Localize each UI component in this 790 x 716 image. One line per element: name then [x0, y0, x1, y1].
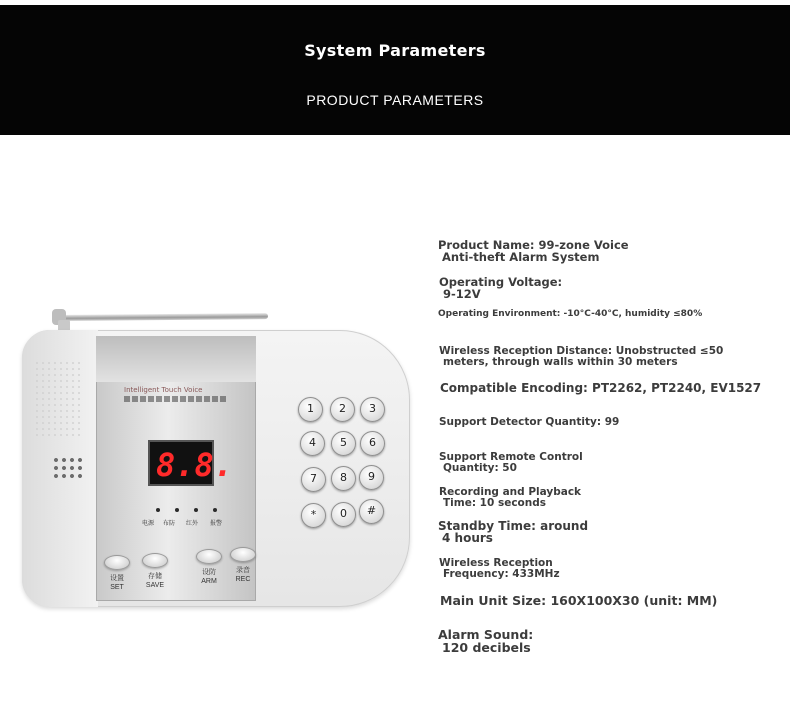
brand-print-text: Intelligent Touch Voice	[124, 386, 203, 394]
spec-encoding: Compatible Encoding: PT2262, PT2240, EV1527	[440, 381, 762, 395]
spec-product-name-line2: Anti-theft Alarm System	[442, 249, 600, 264]
spec-recording	[439, 487, 581, 508]
spec-product-name-line1: Product Name: 99-zone Voice	[438, 238, 629, 252]
brand-print	[124, 386, 234, 404]
panel-top	[96, 336, 256, 382]
power-led	[156, 508, 160, 512]
spec-environment: Operating Environment: -10°C-40°C, humidity ≤80%	[438, 309, 703, 319]
key-2: 2	[330, 397, 355, 422]
led-display	[148, 440, 234, 486]
spec-standby-line2: 4 hours	[442, 531, 493, 545]
key-3: 3	[360, 397, 385, 422]
key-hash: #	[359, 499, 384, 524]
spec-voltage	[439, 277, 562, 300]
spec-alarm-sound	[438, 629, 533, 654]
antenna	[62, 313, 268, 321]
key-7: 7	[301, 467, 326, 492]
indicator-label-alarm: 报警	[210, 520, 223, 527]
key-6: 6	[360, 431, 385, 456]
arm-label-cn: 设防	[202, 569, 216, 576]
spec-wireless-distance-line1: Wireless Reception Distance: Unobstructed ≤50	[439, 345, 724, 357]
key-1: 1	[298, 397, 323, 422]
spec-alarm-sound-line1: Alarm Sound:	[438, 627, 534, 642]
speaker-grille	[34, 360, 84, 440]
key-5: 5	[331, 431, 356, 456]
spec-wireless-distance-line2: meters, through walls within 30 meters	[443, 355, 678, 368]
spec-wireless-frequency	[439, 558, 560, 579]
led-digits: 8.8.	[156, 446, 234, 484]
set-label-cn: 设置	[110, 575, 124, 582]
spec-remote-control-line1: Support Remote Control	[439, 451, 583, 463]
arm-label-en: ARM	[201, 578, 217, 585]
arm-button	[196, 549, 222, 564]
alarm-led	[213, 508, 217, 512]
set-label-en: SET	[110, 584, 124, 591]
infrared-led	[194, 508, 198, 512]
page-subtitle: PRODUCT PARAMETERS	[306, 92, 484, 108]
save-button	[142, 553, 168, 568]
spec-wireless-distance	[439, 346, 723, 367]
key-9: 9	[359, 465, 384, 490]
save-label-cn: 存储	[148, 573, 162, 580]
key-4: 4	[300, 431, 325, 456]
spec-alarm-sound-line2: 120 decibels	[442, 639, 531, 655]
spec-product-name	[438, 240, 629, 263]
speaker-holes	[52, 456, 86, 480]
spec-wireless-frequency-line1: Wireless Reception	[439, 557, 553, 569]
indicator-label-infrared: 红外	[186, 520, 199, 527]
indicator-label-power: 电源	[142, 520, 155, 527]
spec-standby-line1: Standby Time: around	[438, 519, 589, 533]
key-8: 8	[331, 466, 356, 491]
save-label-en: SAVE	[145, 582, 165, 589]
rec-label-cn: 录音	[236, 567, 250, 574]
page-title: System Parameters	[304, 41, 486, 60]
spec-remote-control-line2: Quantity: 50	[443, 461, 517, 474]
key-star: *	[301, 503, 326, 528]
spec-remote-control	[439, 452, 583, 473]
spec-standby	[438, 520, 588, 544]
spec-main-unit-size: Main Unit Size: 160X100X30 (unit: MM)	[440, 593, 718, 608]
spec-recording-line2: Time: 10 seconds	[443, 496, 546, 509]
spec-detector-quantity: Support Detector Quantity: 99	[439, 416, 620, 428]
indicator-label-arm: 布防	[163, 520, 176, 527]
spec-voltage-line1: Operating Voltage:	[439, 275, 563, 289]
set-button	[104, 555, 130, 570]
key-0: 0	[331, 502, 356, 527]
spec-wireless-frequency-line2: Frequency: 433MHz	[443, 567, 560, 580]
arm-led	[175, 508, 179, 512]
spec-recording-line1: Recording and Playback	[439, 486, 582, 498]
rec-button	[230, 547, 256, 562]
rec-label-en: REC	[235, 576, 251, 583]
spec-voltage-line2: 9-12V	[443, 286, 481, 301]
brand-print-logo	[124, 396, 228, 402]
